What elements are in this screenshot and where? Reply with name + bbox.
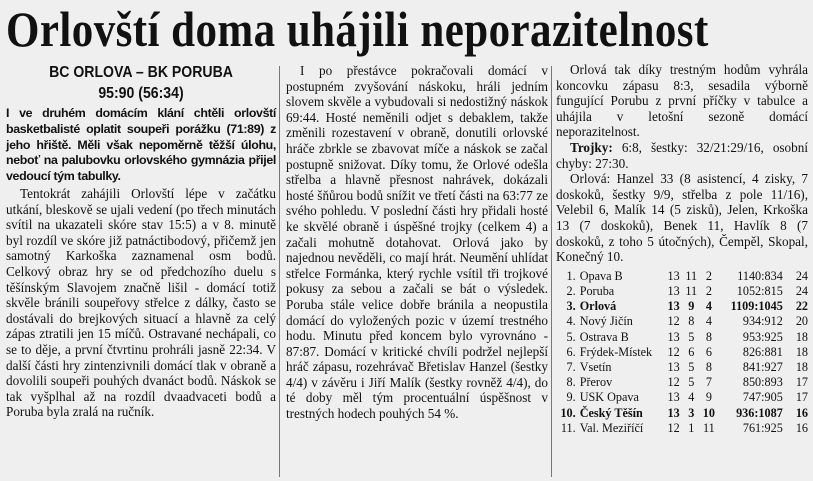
standings-team: Opava B [579, 268, 623, 283]
standings-team: Český Těšín [579, 405, 643, 420]
standings-games: 13 [667, 299, 680, 314]
standings-losses: 6 [705, 344, 712, 359]
paragraph: I po přestávce pokračovali domácí v postupném zvyšování náskoku, hráli jedním slovem skvěle a vybudovali si nedostižný náskok 69:44. Hosté neměnili odjet s debaklem, takže změnili rozestavení v obraně, donutili orlovské hráče zbrkle se zbavovat míče a náskok se začal postupně snižovat. Díky tomu, že Orlové odešla střelba a hlavně přesnost nahrávek, dokázali hosté šňůrou bodů snížit ve třetí části na 63:77 ze svého pohledu. V poslední části hry přidali hosté ke skvělé obraně i úspěšné trojky (celkem 4) a začali mohutně dotahovat. Orlová jako by najednou nevěděli, co mají hrát. Neumění uhlídat střelce Formánka, který rychle vsítil tři trojkové pokusy za sebou a začali se bát o výsledek. Poruba stále velice dobře bránila a neopustila domácí do vyložených pozic v území trestného hodu. Minutu před koncem bylo vyrovnáno - 87:87. Domácí v kritické chvíli podržel nejlepší hráč zápasu, rozehrávač Břetislav Hanzel (šestky 4/4) v závěru i Jiří Malík (šestky rovněž 4/4), do té doby měl tým procentuální úspěšnost v trestných hodech pouhých 54 %. [286, 63, 548, 422]
standings-row [556, 375, 808, 390]
standings-games: 12 [667, 314, 680, 329]
standings-losses: 7 [705, 375, 712, 390]
standings-points: 17 [795, 375, 808, 390]
standings-rank: 2. [566, 283, 576, 298]
standings-points: 18 [795, 344, 808, 359]
standings-score: 761:925 [742, 420, 783, 435]
final-score: 95:90 (56:34) [98, 85, 184, 102]
column-divider [551, 66, 552, 477]
standings-points: 18 [795, 329, 808, 344]
standings-score: 1052:815 [736, 283, 783, 298]
column-3 [556, 62, 808, 436]
standings-rank: 3. [566, 299, 576, 314]
column-1 [6, 62, 276, 420]
standings-team: Nový Jičín [579, 314, 633, 329]
standings-games: 13 [667, 329, 680, 344]
stats-line [556, 140, 808, 171]
body-text-col1 [6, 186, 276, 420]
standings-points: 20 [795, 314, 808, 329]
standings-wins: 9 [688, 299, 695, 314]
standings-score: 1109:1045 [730, 299, 783, 314]
standings-games: 13 [667, 390, 680, 405]
standings-team: Frýdek-Místek [579, 344, 653, 359]
standings-losses: 9 [705, 390, 712, 405]
standings-score: 934:912 [742, 314, 783, 329]
standings-rank: 9. [566, 390, 576, 405]
standings-rank: 1. [566, 268, 576, 283]
standings-games: 13 [667, 359, 680, 374]
standings-team: Ostrava B [579, 329, 629, 344]
standings-losses: 4 [705, 314, 712, 329]
standings-wins: 8 [688, 314, 695, 329]
standings-wins: 1 [688, 420, 695, 435]
standings-wins: 4 [688, 390, 695, 405]
stats-text: 6:8, šestky: 32/21:29/16, osobní chyby: 27:30. [556, 139, 808, 171]
standings-rank: 8. [566, 375, 576, 390]
standings-losses: 8 [705, 329, 712, 344]
standings-wins: 5 [688, 359, 695, 374]
standings-wins: 6 [688, 344, 695, 359]
standings-team: USK Opava [579, 390, 639, 405]
standings-row [556, 299, 808, 314]
standings-row [556, 269, 808, 284]
standings-games: 12 [667, 420, 680, 435]
standings-games: 13 [667, 268, 680, 283]
standings-wins: 11 [685, 283, 698, 298]
paragraph-continuation: Orlová tak díky trestným hodům vyhrála koncovku zápasu 8:3, sesadila výborně fungující Porubu z první příčky v tabulce a uhájila v letošní sezoně domácí neporazitelnost. [556, 62, 808, 140]
standings-rank: 10. [560, 405, 576, 420]
headline: Orlovští doma uhájili neporazitelnost [6, 1, 709, 57]
standings-team: Přerov [579, 375, 613, 390]
standings-score: 826:881 [742, 344, 783, 359]
standings-losses: 2 [705, 283, 712, 298]
body-text-col2 [286, 63, 548, 422]
standings-team: Vsetín [579, 359, 612, 374]
standings-games: 12 [667, 344, 680, 359]
lead-paragraph: I ve druhém domácím klání chtěli orlovští basketbalisté oplatit soupeři porážku (71:89) z jeho hřiště. Měli však nepoměrně těžší úlohu, neboť na palubovku orlovského gymnázia přijel vedoucí tým tabulky. [6, 106, 276, 184]
lineup: Orlová: Hanzel 33 (8 asistencí, 4 zisky, 7 doskoků, šestky 9/9, střelba z pole 11/16), Velebil 6, Malík 14 (5 zisků), Jelen, Krkoška 13 (7 doskoků), Benek 11, Havlík 8 (7 doskoků, z toho 5 útočných), Čempěl, Skopal, Konečný 10. [556, 171, 808, 265]
standings-score: 850:893 [742, 375, 783, 390]
standings-row [556, 284, 808, 299]
standings-wins: 3 [688, 405, 695, 420]
standings-row [556, 360, 808, 375]
standings-losses: 10 [702, 405, 715, 420]
standings-score: 747:905 [742, 390, 783, 405]
standings-losses: 4 [705, 299, 712, 314]
standings-wins: 11 [685, 268, 698, 283]
column-2 [286, 62, 548, 422]
standings-row [556, 345, 808, 360]
standings-row [556, 330, 808, 345]
standings-points: 17 [795, 390, 808, 405]
standings-points: 18 [795, 359, 808, 374]
standings-table [556, 269, 808, 436]
standings-losses: 11 [702, 420, 715, 435]
standings-points: 24 [795, 268, 808, 283]
standings-rank: 5. [566, 329, 576, 344]
standings-points: 16 [795, 405, 808, 420]
stats-label: Trojky: [570, 139, 613, 155]
standings-score: 953:925 [742, 329, 783, 344]
standings-rank: 11. [560, 420, 576, 435]
standings-points: 16 [795, 420, 808, 435]
standings-row [556, 314, 808, 329]
standings-team: Val. Meziříčí [579, 420, 644, 435]
standings-score: 936:1087 [736, 405, 783, 420]
standings-points: 22 [795, 299, 808, 314]
standings-team: Orlová [579, 299, 617, 314]
standings-row [556, 421, 808, 436]
matchup: BC ORLOVA – BK PORUBA [49, 64, 233, 81]
standings-games: 13 [667, 405, 680, 420]
standings-score: 841:927 [742, 359, 783, 374]
standings-losses: 8 [705, 359, 712, 374]
standings-row [556, 406, 808, 421]
standings-team: Poruba [579, 283, 615, 298]
standings-games: 12 [667, 375, 680, 390]
paragraph: Tentokrát zahájili Orlovští lépe v začátku utkání, bleskově se ujali vedení (po třech minutách svítil na ukazateli skóre stav 15:5) a v 8. minutě byl rozdíl ve skóre již patnáctibodový, přičemž jen samotný Karkoška zaznamenal osm bodů. Celkový obraz hry se od předchozího duelu s těšínským Slavojem značně lišil - domácí totiž skvěle bránili soupeřovy střelce z dálky, často se dostávali do brejkových situací a hlavně za celý zápas ztratili jen 15 míčů. Ostravané nechápali, co se to děje, a první čtvrtinu prohráli jasně 22:34. V další části hry zintenzivnili domácí tlak v obraně a dovolili soupeři pouhých dvanáct bodů. Náskok se tak vyšplhal až na rozdíl dvaadvaceti bodů a Poruba byla zralá na ručník. [6, 185, 276, 420]
column-divider [279, 66, 280, 477]
standings-rank: 6. [566, 344, 576, 359]
standings-points: 24 [795, 283, 808, 298]
standings-rank: 7. [566, 359, 576, 374]
standings-score: 1140:834 [737, 268, 783, 283]
standings-wins: 5 [688, 329, 695, 344]
standings-games: 13 [667, 283, 680, 298]
standings-row [556, 390, 808, 405]
standings-wins: 5 [688, 375, 695, 390]
standings-rank: 4. [566, 314, 576, 329]
standings-losses: 2 [705, 268, 712, 283]
